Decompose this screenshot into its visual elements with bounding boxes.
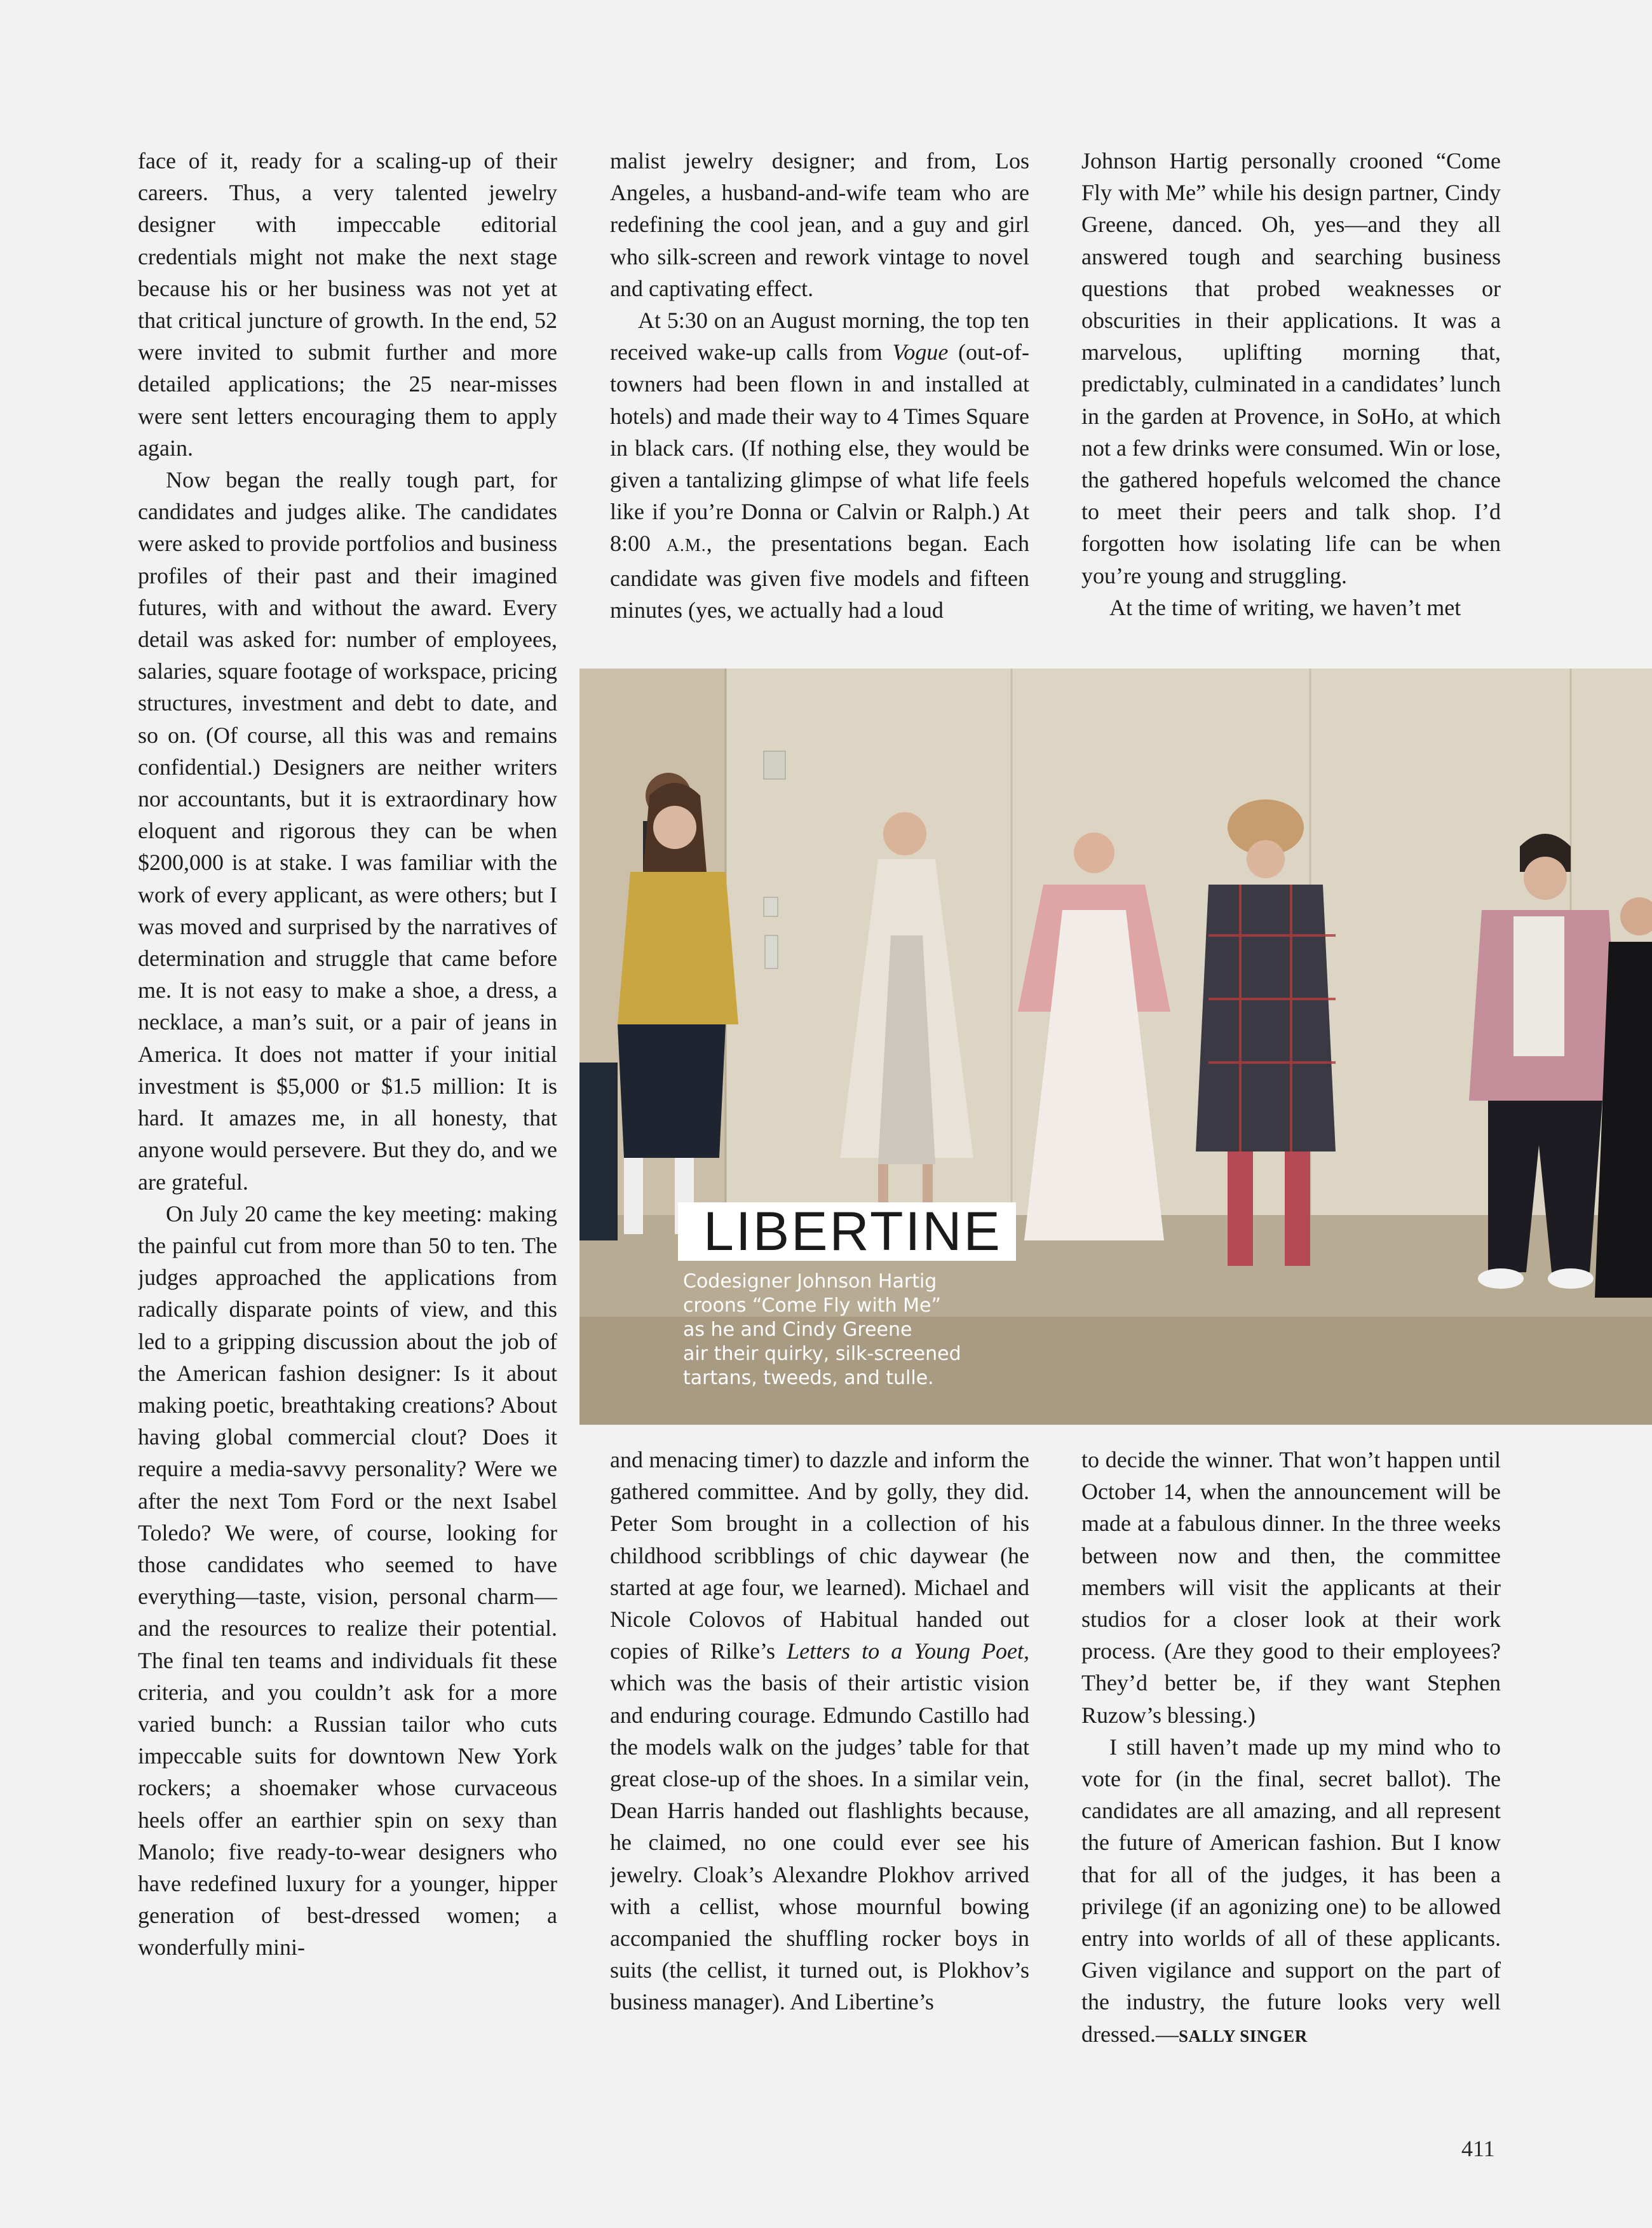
paragraph: On July 20 came the key meeting: making the painful cut from more than 50 to ten. The judges approached the applications from radically disparate points of view, and this led to a gripping discussion about the job of the American fashion designer: Is it about making poetic, breathtaking creations? About having global commercial clout? Does it require a media-savvy personality? Were we after the next Tom Ford or the next Isabel Toledo? We were, of course, looking for those candidates who seemed to have everything—taste, vision, personal charm—and the resources to realize their potential. The final ten teams and individuals fit these criteria, and you couldn’t ask for a more varied bunch: a Russian tailor who cuts impeccable suits for downtown New York rockers; a shoemaker whose curvaceous heels offer an earthier spin on sexy than Manolo; five ready-to-wear designers who have redefined luxury for a younger, hipper generation of best-dressed women; a wonderfully mini- — [138, 1200, 557, 1960]
text-run: (out-of-towners had been flown in and installed at hotels) and made their way to 4 Times Square in black cars. (If nothing else, they would be given a tantalizing glimpse of what life feels like if you’re Donna or Calvin or Ralph.) At 8:00 — [610, 339, 1029, 557]
article-column-3-bottom — [1081, 1444, 1501, 2086]
photo-caption — [678, 1202, 1016, 1390]
paragraph — [610, 1444, 1029, 2018]
paragraph — [1081, 1731, 1501, 2052]
caption-line: croons “Come Fly with Me” — [683, 1294, 941, 1317]
text-run: and menacing timer) to dazzle and inform the gathered committee. And by golly, they did. Peter Som brought in a collection of his childhood scribblings of chic daywear (he started at age four, we learned). Michael and Nicole Colovos of Habitual handed out copies of Rilke’s — [610, 1447, 1029, 1664]
text-run: I still haven’t made up my mind who to vote for (in the final, secret ballot). The candidates are all amazing, and all represent the future of American fashion. But I know that for all of the judges, it has been a privilege (if an agonizing one) to be allowed entry into worlds of all of these applicants. Given vigilance and support on the part of the industry, the future looks very well dressed.— — [1081, 1734, 1501, 2047]
caption-title: LIBERTINE — [678, 1202, 1016, 1261]
caption-line: tartans, tweeds, and tulle. — [683, 1367, 934, 1389]
article-column-1 — [138, 145, 557, 2083]
text-run: , the presentations began. Each candidate was given five models and fifteen minutes (yes, we actually had a loud — [610, 531, 1029, 623]
caption-text — [683, 1270, 1013, 1390]
paragraph: to decide the winner. That won’t happen until October 14, when the announcement will be made at a fabulous dinner. In the three weeks between now and then, the committee members will visit the applicants at their studios for a closer look at their work process. (Are they good to their employees? They’d better be, if they want Stephen Ruzow’s blessing.) — [1081, 1447, 1501, 1728]
article-column-2-bottom — [610, 1444, 1029, 2086]
caption-line: air their quirky, silk-screened — [683, 1343, 961, 1365]
paragraph: At the time of writing, we haven’t met — [1109, 594, 1461, 620]
paragraph: malist jewelry designer; and from, Los Angeles, a husband-and-wife team who are redefining the cool jean, and a guy and girl who silk-screen and rework vintage to novel and captivating effect. — [610, 148, 1029, 301]
text-run: At 5:30 on an August morning, the top ten received wake-up calls from — [610, 308, 1029, 365]
article-column-3-top — [1081, 145, 1501, 658]
fashion-photo — [579, 669, 1652, 1425]
paragraph: Now began the really tough part, for candidates and judges alike. The candidates were asked to provide portfolios and business profiles of their past and their imagined futures, with and without the award. Every detail was asked for: number of employees, salaries, square footage of workspace, pricing structures, investment and debt to date, and so on. (Of course, all this was and remains confidential.) Designers are neither writers nor accountants, but it is extraordinary how eloquent and rigorous they can be when $200,000 is at stake. I was familiar with the work of every applicant, as were others; but I was moved and surprised by the narratives of determination and struggle that came before me. It is not easy to make a shoe, a dress, a necklace, a man’s suit, or a pair of jeans in America. It does not matter if your initial investment is $5,000 or $1.5 million: It is hard. It amazes me, in all honesty, that anyone would persevere. But they do, and we are grateful. — [138, 467, 557, 1195]
paragraph: face of it, ready for a scaling-up of their careers. Thus, a very talented jewelry designer with impeccable editorial credentials might not make the next stage because his or her business was not yet at that critical juncture of growth. In the end, 52 were invited to submit further and more detailed applications; the 25 near-misses were sent letters encouraging them to apply again. — [138, 148, 557, 461]
caption-line: Codesigner Johnson Hartig — [683, 1270, 937, 1293]
small-caps-text: A.M. — [666, 536, 707, 556]
page-number: 411 — [1461, 2136, 1495, 2161]
text-run: which was the basis of their artistic vision and enduring courage. Edmundo Castillo had the models walk on the judges’ table for that great close-up of the shoes. In a similar vein, Dean Harris handed out flashlights because, he claimed, no one could ever see his jewelry. Cloak’s Alexandre Plokhov arrived with a cellist, whose mournful bowing accompanied the shuffling rocker boys in suits (the cellist, it turned out, is Plokhov’s business manager). And Libertine’s — [610, 1670, 1029, 2015]
italic-title: Letters to a Young Poet, — [787, 1638, 1029, 1664]
paragraph: Johnson Hartig personally crooned “Come Fly with Me” while his design partner, Cindy Greene, danced. Oh, yes—and they all answered tough and searching business questions that probed weaknesses or obscurities in their applications. It was a marvelous, uplifting morning that, predictably, culminated in a candidates’ lunch in the garden at Provence, in SoHo, at which not a few drinks were consumed. Win or lose, the gathered hopefuls welcomed the chance to meet their peers and talk shop. I’d forgotten how isolating life can be when you’re young and struggling. — [1081, 148, 1501, 588]
paragraph — [610, 304, 1029, 626]
article-column-2-top — [610, 145, 1029, 658]
italic-title: Vogue — [892, 339, 949, 365]
caption-line: as he and Cindy Greene — [683, 1319, 912, 1341]
author-byline: SALLY SINGER — [1178, 2026, 1308, 2046]
